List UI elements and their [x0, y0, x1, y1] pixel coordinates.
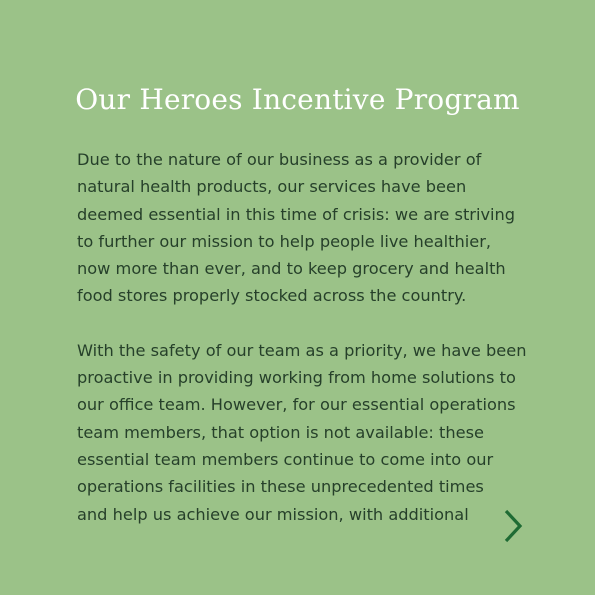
paragraph-line: deemed essential in this time of crisis: we are striving	[77, 204, 516, 224]
body-text	[77, 146, 547, 528]
paragraph-line: operations facilities in these unprecedented times	[77, 477, 484, 497]
page-title: Our Heroes Incentive Program	[75, 83, 520, 116]
paragraph-line: team members, that option is not available: these	[77, 422, 484, 442]
paragraph-line: food stores properly stocked across the country.	[77, 286, 467, 306]
next-slide-button[interactable]	[500, 507, 528, 545]
chevron-right-icon	[500, 507, 528, 545]
paragraph-line: and help us achieve our mission, with additional	[77, 504, 469, 524]
paragraph-line: to further our mission to help people live healthier,	[77, 231, 492, 251]
paragraph-2	[77, 337, 547, 528]
paragraph-line: now more than ever, and to keep grocery and health	[77, 259, 506, 279]
paragraph-line: natural health products, our services have been	[77, 177, 467, 197]
paragraph-line: Due to the nature of our business as a provider of	[77, 150, 482, 169]
chevron-stroke	[506, 511, 520, 541]
paragraph-line: proactive in providing working from home solutions to	[77, 368, 516, 388]
paragraph-line: With the safety of our team as a priority, we have been	[77, 340, 527, 360]
paragraph-line: our office team. However, for our essential operations	[77, 395, 516, 415]
paragraph-line: essential team members continue to come into our	[77, 449, 494, 469]
paragraph-1	[77, 146, 547, 310]
